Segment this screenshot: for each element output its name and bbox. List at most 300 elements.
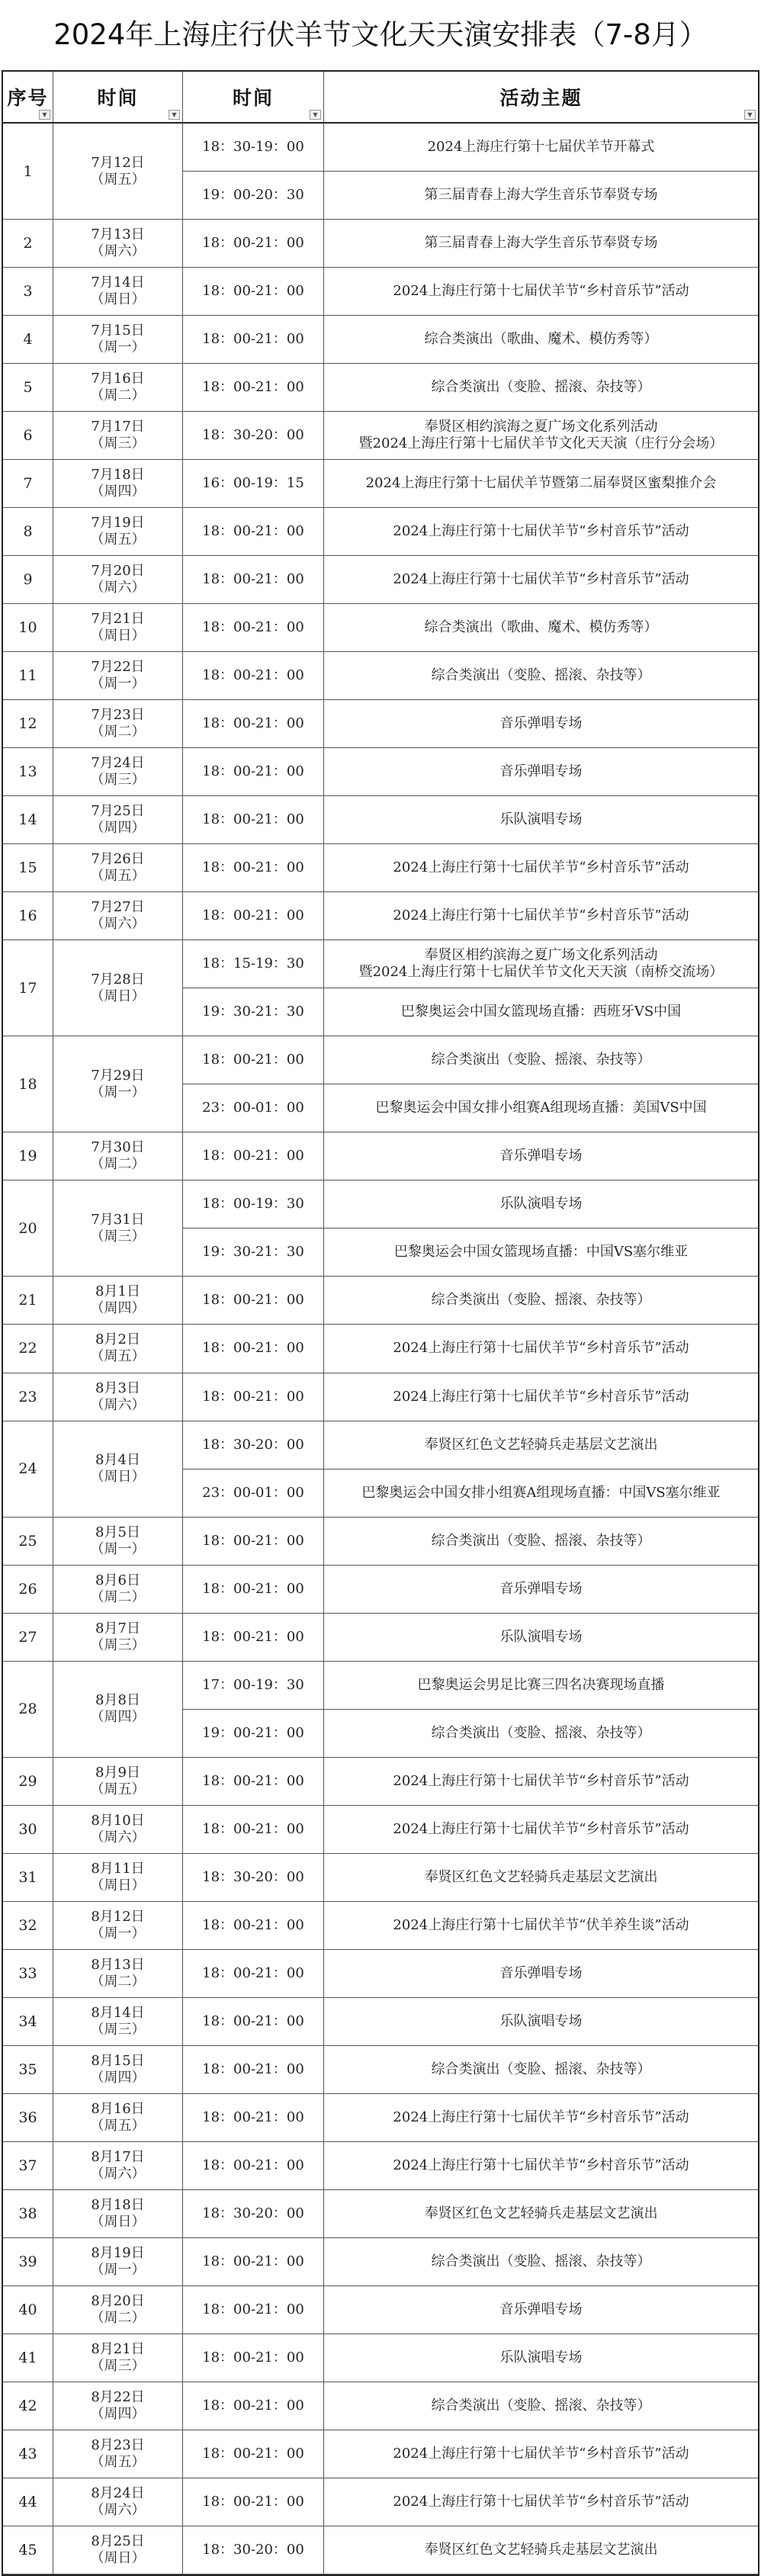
date-text: 7月25日 [91,803,145,820]
theme-cell[interactable] [324,2526,758,2574]
time-text: 18：00-21：00 [202,331,304,348]
filter-dropdown-icon[interactable]: ▼ [39,110,50,120]
theme-line: 2024上海庄行第十七届伏羊节暨第二届奉贤区蜜梨推介会 [365,475,717,492]
date-cell[interactable] [53,364,183,412]
date-cell[interactable] [53,1902,183,1950]
date-cell[interactable] [53,748,183,796]
time-cell[interactable] [183,892,324,940]
time-cell[interactable] [183,2382,324,2430]
theme-cell[interactable] [324,844,758,892]
seq-cell[interactable] [3,892,53,940]
seq-cell[interactable] [3,1566,53,1614]
time-cell[interactable] [183,1132,324,1180]
theme-cell[interactable] [324,2382,758,2430]
seq-number: 37 [18,2157,37,2174]
theme-cell[interactable] [324,748,758,796]
time-cell[interactable] [183,1229,324,1277]
weekday-text: （周四） [90,820,146,837]
seq-cell[interactable] [3,268,53,316]
seq-number: 4 [23,331,33,348]
seq-number: 25 [18,1532,37,1550]
date-cell[interactable] [53,1132,183,1180]
seq-cell[interactable] [3,2046,53,2094]
date-cell[interactable] [53,2526,183,2574]
date-cell[interactable] [53,412,183,460]
theme-cell[interactable] [324,220,758,268]
date-cell[interactable] [53,1421,183,1518]
date-cell[interactable] [53,700,183,748]
seq-cell[interactable] [3,1036,53,1132]
seq-cell[interactable] [3,1998,53,2046]
theme-cell[interactable] [324,268,758,316]
seq-number: 13 [18,763,37,781]
seq-number: 27 [18,1628,37,1646]
date-cell[interactable] [53,2190,183,2238]
weekday-text: （周日） [90,291,146,308]
theme-cell[interactable] [324,364,758,412]
weekday-text: （周二） [90,724,146,740]
theme-cell[interactable] [324,412,758,460]
theme-line: 音乐弹唱专场 [499,1580,583,1597]
theme-line: 音乐弹唱专场 [499,2301,583,2317]
seq-cell[interactable] [3,1277,53,1325]
seq-cell[interactable] [3,1902,53,1950]
date-cell[interactable] [53,2046,183,2094]
time-cell[interactable] [183,1084,324,1132]
theme-cell[interactable] [324,2430,758,2478]
date-cell[interactable] [53,1518,183,1566]
date-cell[interactable] [53,1950,183,1998]
date-cell[interactable] [53,220,183,268]
date-text: 7月27日 [91,899,145,916]
time-cell[interactable] [183,2190,324,2238]
theme-cell[interactable] [324,652,758,700]
theme-line: 乐队演唱专场 [499,1628,583,1645]
date-cell[interactable] [53,796,183,844]
theme-cell[interactable] [324,2046,758,2094]
time-cell[interactable] [183,412,324,460]
header-date-label: 时间 [97,87,139,109]
date-cell[interactable] [53,652,183,700]
seq-number: 15 [18,859,37,877]
time-cell[interactable] [183,1277,324,1325]
seq-cell[interactable] [3,844,53,892]
theme-line: 2024上海庄行第十七届伏羊节“乡村音乐节”活动 [393,523,689,540]
date-cell[interactable] [53,1325,183,1373]
time-cell[interactable] [183,2046,324,2094]
weekday-text: （周四） [90,1709,146,1726]
seq-number: 20 [18,1219,37,1237]
theme-cell[interactable] [324,2478,758,2526]
theme-line: 奉贤区红色文艺轻骑兵走基层文艺演出 [424,2205,658,2221]
seq-cell[interactable] [3,2142,53,2190]
seq-cell[interactable] [3,508,53,556]
theme-cell[interactable] [324,124,758,172]
date-cell[interactable] [53,2238,183,2286]
date-text: 7月22日 [91,659,145,676]
theme-cell[interactable] [324,172,758,220]
weekday-text: （周五） [90,1348,146,1365]
theme-line: 暨2024上海庄行第十七届伏羊节文化天天演（庄行分会场） [358,435,724,452]
theme-line: 综合类演出（歌曲、魔术、模仿秀等） [424,331,658,348]
time-cell[interactable] [183,604,324,652]
theme-cell[interactable] [324,1758,758,1806]
time-text: 18：00-21：00 [202,1580,304,1597]
time-cell[interactable] [183,988,324,1036]
theme-line: 奉贤区相约滨海之夏广场文化系列活动 [424,419,658,435]
theme-cell[interactable] [324,1421,758,1469]
theme-cell[interactable] [324,1710,758,1758]
time-cell[interactable] [183,1180,324,1229]
theme-cell[interactable] [324,604,758,652]
time-cell[interactable] [183,1469,324,1518]
theme-cell[interactable] [324,988,758,1036]
seq-number: 10 [18,619,37,637]
seq-cell[interactable] [3,1854,53,1902]
theme-line: 奉贤区红色文艺轻骑兵走基层文艺演出 [424,1868,658,1885]
seq-number: 34 [18,2012,37,2030]
seq-number: 24 [18,1460,37,1478]
date-cell[interactable] [53,1566,183,1614]
date-cell[interactable] [53,460,183,508]
time-cell[interactable] [183,2334,324,2382]
filter-dropdown-icon[interactable]: ▼ [310,110,321,120]
header-date [53,72,183,124]
header-theme-label: 活动主题 [499,87,583,109]
filter-dropdown-icon[interactable]: ▼ [744,110,756,120]
time-cell[interactable] [183,2478,324,2526]
date-cell[interactable] [53,940,183,1036]
seq-number: 17 [18,979,37,997]
seq-cell[interactable] [3,2238,53,2286]
weekday-text: （周四） [90,1300,146,1317]
time-text: 18：00-21：00 [202,1340,304,1357]
seq-cell[interactable] [3,748,53,796]
time-cell[interactable] [183,2526,324,2574]
time-text: 18：00-21：00 [202,2493,304,2510]
weekday-text: （周一） [90,1540,146,1557]
theme-cell[interactable] [324,2238,758,2286]
date-cell[interactable] [53,844,183,892]
weekday-text: （周二） [90,1973,146,1990]
theme-line: 暨2024上海庄行第十七届伏羊节文化天天演（南桥交流场） [358,964,724,981]
theme-line: 巴黎奥运会中国女篮现场直播：西班牙VS中国 [400,1004,682,1020]
time-cell[interactable] [183,1758,324,1806]
date-text: 8月4日 [95,1452,140,1469]
theme-cell[interactable] [324,1229,758,1277]
time-text: 18：00-21：00 [202,1292,304,1309]
time-cell[interactable] [183,1036,324,1084]
time-cell[interactable] [183,508,324,556]
date-cell[interactable] [53,2334,183,2382]
seq-cell[interactable] [3,1325,53,1373]
date-text: 8月11日 [91,1860,145,1877]
theme-cell[interactable] [324,2094,758,2142]
date-text: 8月2日 [95,1331,140,1348]
theme-cell[interactable] [324,1518,758,1566]
seq-number: 44 [18,2493,37,2510]
seq-cell[interactable] [3,556,53,604]
time-cell[interactable] [183,1325,324,1373]
date-text: 7月24日 [91,755,145,772]
seq-cell[interactable] [3,2478,53,2526]
seq-cell[interactable] [3,1662,53,1758]
date-cell[interactable] [53,1180,183,1277]
theme-cell[interactable] [324,1325,758,1373]
time-cell[interactable] [183,748,324,796]
time-cell[interactable] [183,2142,324,2190]
seq-cell[interactable] [3,1806,53,1854]
date-cell[interactable] [53,124,183,220]
date-cell[interactable] [53,2478,183,2526]
theme-line: 音乐弹唱专场 [499,1148,583,1164]
date-text: 8月6日 [95,1572,140,1588]
date-text: 7月21日 [91,611,145,628]
theme-cell[interactable] [324,1998,758,2046]
theme-cell[interactable] [324,1854,758,1902]
date-cell[interactable] [53,1036,183,1132]
theme-cell[interactable] [324,1373,758,1421]
time-text: 18：00-21：00 [202,1772,304,1789]
theme-cell[interactable] [324,2334,758,2382]
theme-line: 巴黎奥运会中国女篮现场直播：中国VS塞尔维亚 [393,1244,689,1261]
time-cell[interactable] [183,2094,324,2142]
theme-cell[interactable] [324,892,758,940]
seq-number: 42 [18,2397,37,2414]
seq-cell[interactable] [3,1373,53,1421]
theme-cell[interactable] [324,2142,758,2190]
date-cell[interactable] [53,1373,183,1421]
date-text: 7月30日 [91,1139,145,1156]
time-cell[interactable] [183,1710,324,1758]
seq-cell[interactable] [3,1421,53,1518]
time-text: 23：00-01：00 [202,1100,304,1116]
date-text: 8月23日 [91,2436,145,2453]
date-cell[interactable] [53,2142,183,2190]
date-cell[interactable] [53,508,183,556]
theme-cell[interactable] [324,1084,758,1132]
seq-cell[interactable] [3,364,53,412]
seq-cell[interactable] [3,1614,53,1662]
theme-cell[interactable] [324,796,758,844]
theme-line: 2024上海庄行第十七届伏羊节“乡村音乐节”活动 [393,2493,689,2510]
time-cell[interactable] [183,172,324,220]
theme-cell[interactable] [324,1277,758,1325]
theme-line: 2024上海庄行第十七届伏羊节“乡村音乐节”活动 [393,1340,689,1357]
time-text: 18：00-21：00 [202,2109,304,2125]
time-cell[interactable] [183,1662,324,1710]
theme-line: 2024上海庄行第十七届伏羊节“乡村音乐节”活动 [393,571,689,588]
time-text: 18：00-21：00 [202,1148,304,1164]
theme-line: 综合类演出（变脸、摇滚、杂技等） [431,379,651,396]
time-cell[interactable] [183,940,324,988]
theme-cell[interactable] [324,1469,758,1518]
time-text: 23：00-01：00 [202,1484,304,1501]
time-text: 18：30-19：00 [202,139,304,155]
date-cell[interactable] [53,892,183,940]
theme-cell[interactable] [324,556,758,604]
time-text: 18：30-20：00 [202,1436,304,1453]
date-cell[interactable] [53,1662,183,1758]
theme-cell[interactable] [324,1806,758,1854]
time-text: 19：00-21：00 [202,1724,304,1741]
seq-number: 36 [18,2109,37,2126]
seq-cell[interactable] [3,1180,53,1277]
seq-number: 19 [18,1148,37,1165]
theme-cell[interactable] [324,1662,758,1710]
time-cell[interactable] [183,1950,324,1998]
seq-cell[interactable] [3,412,53,460]
theme-line: 2024上海庄行第十七届伏羊节开幕式 [427,139,655,155]
weekday-text: （周四） [90,2069,146,2086]
theme-line: 综合类演出（变脸、摇滚、杂技等） [431,2397,651,2414]
time-cell[interactable] [183,2286,324,2334]
theme-cell[interactable] [324,2286,758,2334]
date-cell[interactable] [53,604,183,652]
time-cell[interactable] [183,1902,324,1950]
time-cell[interactable] [183,460,324,508]
theme-cell[interactable] [324,940,758,988]
theme-line: 乐队演唱专场 [499,2012,583,2029]
time-text: 18：30-20：00 [202,427,304,444]
seq-cell[interactable] [3,460,53,508]
time-text: 16：00-19：15 [202,475,304,492]
time-cell[interactable] [183,652,324,700]
time-cell[interactable] [183,364,324,412]
time-cell[interactable] [183,796,324,844]
time-cell[interactable] [183,2430,324,2478]
time-cell[interactable] [183,1373,324,1421]
seq-number: 6 [23,427,33,445]
date-cell[interactable] [53,1758,183,1806]
date-cell[interactable] [53,2382,183,2430]
time-text: 18：00-21：00 [202,619,304,636]
time-cell[interactable] [183,268,324,316]
theme-cell[interactable] [324,460,758,508]
seq-number: 33 [18,1964,37,1982]
time-cell[interactable] [183,700,324,748]
weekday-text: （周五） [90,2453,146,2470]
seq-cell[interactable] [3,2286,53,2334]
seq-cell[interactable] [3,2334,53,2382]
theme-line: 乐队演唱专场 [499,811,583,828]
header-theme [324,72,758,124]
seq-number: 11 [18,667,37,685]
date-cell[interactable] [53,1806,183,1854]
time-cell[interactable] [183,1998,324,2046]
time-text: 18：00-21：00 [202,2253,304,2269]
theme-cell[interactable] [324,1036,758,1084]
time-cell[interactable] [183,1614,324,1662]
seq-cell[interactable] [3,220,53,268]
theme-line: 奉贤区红色文艺轻骑兵走基层文艺演出 [424,1436,658,1453]
theme-cell[interactable] [324,1950,758,1998]
theme-cell[interactable] [324,1132,758,1180]
time-text: 19：00-20：30 [202,187,304,204]
theme-line: 乐队演唱专场 [499,2349,583,2366]
time-cell[interactable] [183,844,324,892]
date-cell[interactable] [53,2094,183,2142]
theme-cell[interactable] [324,1180,758,1229]
date-text: 7月14日 [91,275,145,291]
seq-cell[interactable] [3,2190,53,2238]
theme-cell[interactable] [324,1566,758,1614]
time-cell[interactable] [183,1854,324,1902]
time-cell[interactable] [183,220,324,268]
seq-number: 30 [18,1820,37,1838]
time-text: 18：00-21：00 [202,523,304,540]
time-cell[interactable] [183,1806,324,1854]
theme-line: 第三届青春上海大学生音乐节奉贤专场 [424,187,658,204]
time-cell[interactable] [183,1421,324,1469]
theme-cell[interactable] [324,700,758,748]
theme-cell[interactable] [324,316,758,364]
time-text: 18：00-21：00 [202,283,304,300]
theme-line: 2024上海庄行第十七届伏羊节“乡村音乐节”活动 [393,1388,689,1405]
seq-cell[interactable] [3,652,53,700]
date-cell[interactable] [53,1614,183,1662]
date-cell[interactable] [53,556,183,604]
seq-cell[interactable] [3,2094,53,2142]
theme-cell[interactable] [324,1902,758,1950]
filter-dropdown-icon[interactable]: ▼ [169,110,180,120]
time-text: 18：00-21：00 [202,2349,304,2366]
time-cell[interactable] [183,316,324,364]
time-cell[interactable] [183,2238,324,2286]
theme-cell[interactable] [324,1614,758,1662]
seq-cell[interactable] [3,700,53,748]
theme-cell[interactable] [324,508,758,556]
theme-line: 2024上海庄行第十七届伏羊节“乡村音乐节”活动 [393,2109,689,2125]
seq-cell[interactable] [3,316,53,364]
seq-number: 28 [18,1701,37,1718]
theme-cell[interactable] [324,2190,758,2238]
seq-cell[interactable] [3,604,53,652]
seq-cell[interactable] [3,2430,53,2478]
date-cell[interactable] [53,316,183,364]
date-text: 7月12日 [91,154,145,171]
weekday-text: （周四） [90,2405,146,2422]
seq-cell[interactable] [3,1950,53,1998]
date-cell[interactable] [53,2286,183,2334]
time-cell[interactable] [183,124,324,172]
seq-cell[interactable] [3,2526,53,2574]
time-cell[interactable] [183,1518,324,1566]
date-text: 8月16日 [91,2100,145,2117]
date-cell[interactable] [53,2430,183,2478]
time-cell[interactable] [183,556,324,604]
theme-line: 综合类演出（变脸、摇滚、杂技等） [431,2060,651,2077]
weekday-text: （周日） [90,628,146,644]
date-cell[interactable] [53,1277,183,1325]
seq-cell[interactable] [3,1518,53,1566]
seq-cell[interactable] [3,796,53,844]
time-cell[interactable] [183,1566,324,1614]
date-cell[interactable] [53,1854,183,1902]
seq-cell[interactable] [3,940,53,1036]
time-text: 18：00-21：00 [202,811,304,828]
theme-line: 第三届青春上海大学生音乐节奉贤专场 [424,235,658,252]
seq-cell[interactable] [3,1132,53,1180]
date-cell[interactable] [53,268,183,316]
seq-cell[interactable] [3,2382,53,2430]
seq-cell[interactable] [3,1758,53,1806]
date-cell[interactable] [53,1998,183,2046]
date-text: 7月18日 [91,467,145,483]
seq-cell[interactable] [3,124,53,220]
date-text: 8月9日 [95,1764,140,1781]
date-text: 8月7日 [95,1620,140,1636]
